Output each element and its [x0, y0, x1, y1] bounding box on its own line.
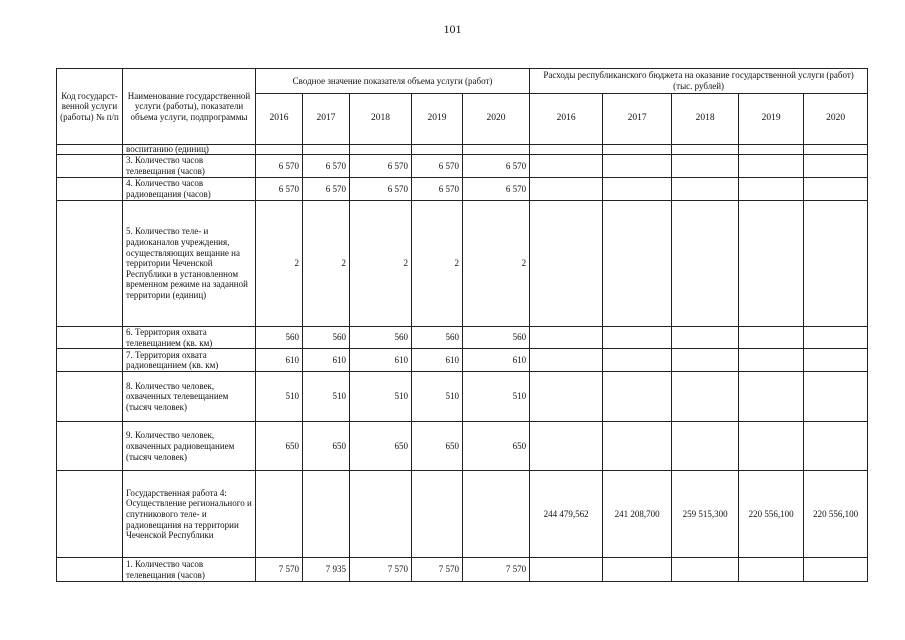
budget-cell [804, 422, 868, 471]
volume-cell: 6 570 [303, 155, 350, 178]
table-row [57, 201, 868, 327]
volume-cell: 2 [303, 201, 350, 327]
volume-cell: 610 [350, 349, 412, 372]
row-code [57, 327, 123, 349]
budget-cell [739, 327, 804, 349]
volume-cell: 610 [256, 349, 303, 372]
volume-cell: 560 [412, 327, 463, 349]
table-row [57, 327, 868, 349]
budget-cell [739, 372, 804, 422]
row-name: 6. Территория охвата телевещанием (кв. км) [123, 327, 256, 349]
budget-cell: 244 479,562 [530, 471, 603, 558]
volume-cell: 6 570 [350, 155, 412, 178]
table-row [57, 178, 868, 201]
row-code [57, 155, 123, 178]
header-budget-group: Расходы республиканского бюджета на оказание государственной услуги (работ) (тыс. рублей) [530, 69, 868, 94]
volume-cell: 2 [463, 201, 530, 327]
budget-cell [530, 349, 603, 372]
table-row [57, 145, 868, 155]
budget-cell [603, 155, 672, 178]
budget-cell [804, 349, 868, 372]
budget-cell [672, 558, 739, 582]
volume-cell: 560 [256, 327, 303, 349]
budget-cell [804, 145, 868, 155]
volume-cell [303, 145, 350, 155]
volume-cell: 7 935 [303, 558, 350, 582]
row-name: 5. Количество теле- и радиоканалов учреждения, осуществляющих вещание на территории Чеченской Республики в установленном временном режиме на заданной территории (единиц) [123, 201, 256, 327]
table-row [57, 372, 868, 422]
table-row [57, 155, 868, 178]
budget-cell: 259 515,300 [672, 471, 739, 558]
budget-cell [530, 558, 603, 582]
budget-cell [672, 372, 739, 422]
budget-cell [804, 178, 868, 201]
volume-cell: 510 [350, 372, 412, 422]
header-volume-year: 2018 [350, 94, 412, 145]
budget-cell [804, 201, 868, 327]
row-code [57, 558, 123, 582]
header-volume-year: 2016 [256, 94, 303, 145]
budget-cell [672, 422, 739, 471]
budget-cell [603, 558, 672, 582]
volume-cell: 7 570 [412, 558, 463, 582]
budget-cell [530, 178, 603, 201]
budget-cell [603, 178, 672, 201]
budget-cell [530, 145, 603, 155]
budget-cell [739, 155, 804, 178]
row-name: 7. Территория охвата радиовещанием (кв. км) [123, 349, 256, 372]
budget-cell [603, 349, 672, 372]
row-code [57, 201, 123, 327]
budget-cell: 241 208,700 [603, 471, 672, 558]
volume-cell: 650 [256, 422, 303, 471]
volume-cell: 650 [412, 422, 463, 471]
volume-cell: 6 570 [256, 178, 303, 201]
volume-cell [256, 471, 303, 558]
budget-cell [603, 145, 672, 155]
page-number: 101 [443, 22, 462, 36]
volume-cell: 560 [463, 327, 530, 349]
volume-cell: 6 570 [412, 178, 463, 201]
volume-cell: 2 [412, 201, 463, 327]
row-code [57, 471, 123, 558]
table-row [57, 422, 868, 471]
budget-cell [530, 372, 603, 422]
budget-cell [739, 178, 804, 201]
volume-cell: 610 [463, 349, 530, 372]
budget-cell [672, 178, 739, 201]
budget-cell [739, 558, 804, 582]
header-budget-year: 2019 [739, 94, 804, 145]
budget-cell [603, 422, 672, 471]
budget-cell [804, 558, 868, 582]
volume-cell: 2 [256, 201, 303, 327]
budget-cell [739, 201, 804, 327]
volume-cell [350, 471, 412, 558]
volume-cell [412, 471, 463, 558]
row-name: 1. Количество часов телевещания (часов) [123, 558, 256, 582]
header-volume-year: 2017 [303, 94, 350, 145]
header-volume-group: Сводное значение показателя объема услуги (работ) [256, 69, 530, 94]
volume-cell: 7 570 [256, 558, 303, 582]
budget-cell [672, 349, 739, 372]
volume-cell: 6 570 [350, 178, 412, 201]
budget-cell [530, 155, 603, 178]
budget-cell [804, 372, 868, 422]
budget-cell [672, 145, 739, 155]
row-code [57, 145, 123, 155]
header-budget-year: 2020 [804, 94, 868, 145]
volume-cell: 6 570 [412, 155, 463, 178]
budget-cell [739, 145, 804, 155]
volume-cell: 510 [256, 372, 303, 422]
volume-cell: 650 [463, 422, 530, 471]
volume-cell: 510 [463, 372, 530, 422]
header-volume-year: 2020 [463, 94, 530, 145]
volume-cell: 510 [412, 372, 463, 422]
row-name: 8. Количество человек, охваченных телевещанием (тысяч человек) [123, 372, 256, 422]
row-code [57, 422, 123, 471]
volume-cell [463, 145, 530, 155]
volume-cell [412, 145, 463, 155]
budget-cell [672, 201, 739, 327]
volume-cell: 560 [350, 327, 412, 349]
budget-cell [603, 372, 672, 422]
table-row [57, 471, 868, 558]
row-name: воспитанию (единиц) [123, 145, 256, 155]
volume-cell [303, 471, 350, 558]
header-name: Наименование государственной услуги (работы), показатели объема услуги, подпрограммы [123, 69, 256, 145]
budget-table [56, 68, 868, 582]
volume-cell: 7 570 [463, 558, 530, 582]
volume-cell [350, 145, 412, 155]
volume-cell [256, 145, 303, 155]
volume-cell: 610 [303, 349, 350, 372]
table-row [57, 558, 868, 582]
budget-cell: 220 556,100 [739, 471, 804, 558]
header-budget-year: 2018 [672, 94, 739, 145]
budget-cell [603, 327, 672, 349]
budget-cell: 220 556,100 [804, 471, 868, 558]
budget-cell [672, 327, 739, 349]
volume-cell: 6 570 [303, 178, 350, 201]
table-body [57, 145, 868, 582]
budget-cell [804, 327, 868, 349]
budget-cell [603, 201, 672, 327]
budget-cell [739, 349, 804, 372]
volume-cell: 2 [350, 201, 412, 327]
row-code [57, 372, 123, 422]
volume-cell: 7 570 [350, 558, 412, 582]
budget-cell [672, 155, 739, 178]
header-budget-year: 2016 [530, 94, 603, 145]
table-row [57, 349, 868, 372]
row-code [57, 349, 123, 372]
header-code: Код государст-венной услуги (работы) № п/п [57, 69, 123, 145]
volume-cell: 6 570 [463, 155, 530, 178]
budget-cell [739, 422, 804, 471]
volume-cell: 510 [303, 372, 350, 422]
row-name: 4. Количество часов радиовещания (часов) [123, 178, 256, 201]
budget-cell [530, 201, 603, 327]
row-name: 9. Количество человек, охваченных радиовещанием (тысяч человек) [123, 422, 256, 471]
volume-cell: 560 [303, 327, 350, 349]
row-name: 3. Количество часов телевещания (часов) [123, 155, 256, 178]
budget-cell [530, 327, 603, 349]
volume-cell: 610 [412, 349, 463, 372]
header-budget-year: 2017 [603, 94, 672, 145]
budget-cell [804, 155, 868, 178]
budget-cell [530, 422, 603, 471]
header-volume-year: 2019 [412, 94, 463, 145]
volume-cell: 650 [350, 422, 412, 471]
volume-cell: 650 [303, 422, 350, 471]
row-code [57, 178, 123, 201]
volume-cell [463, 471, 530, 558]
volume-cell: 6 570 [256, 155, 303, 178]
volume-cell: 6 570 [463, 178, 530, 201]
row-name: Государственная работа 4: Осуществление регионального и спутникового теле- и радиовещания на территории Чеченской Республики [123, 471, 256, 558]
